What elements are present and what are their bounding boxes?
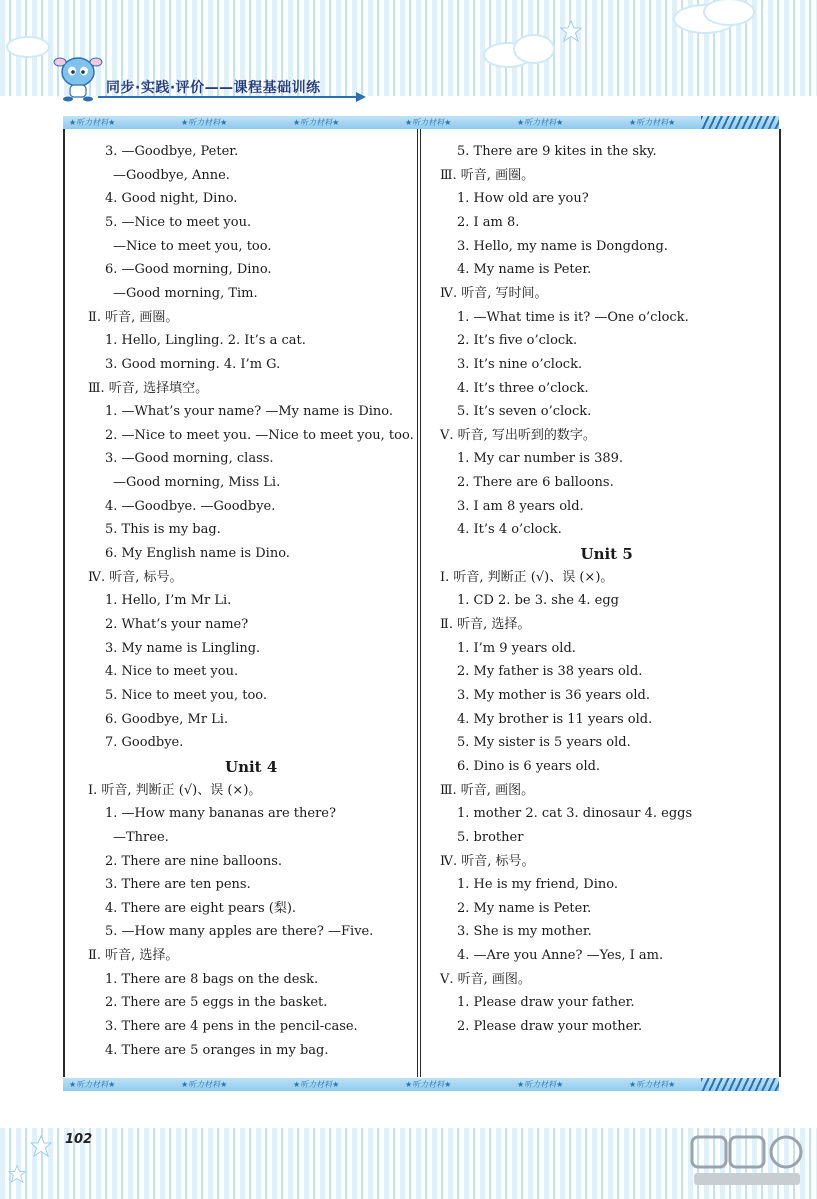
answer-line: 3. —Goodbye, Peter.	[105, 144, 239, 159]
section-heading: Ⅴ. 听音, 写出听到的数字。	[440, 427, 596, 443]
section-heading: Ⅲ. 听音, 画圈。	[440, 167, 535, 183]
bottom-decorative-band	[63, 1078, 779, 1091]
answer-line: 1. Please draw your father.	[457, 995, 635, 1011]
section-heading: Ⅰ. 听音, 判断正 (√)、误 (×)。	[88, 782, 262, 798]
answer-line: 6. —Good morning, Dino.	[105, 262, 272, 278]
answer-line: 4. —Are you Anne? —Yes, I am.	[457, 948, 664, 964]
band-label: ★听力材料★	[405, 118, 452, 127]
answer-line: 4. It’s 4 o’clock.	[457, 522, 562, 538]
watermark-logo-icon	[688, 1133, 806, 1189]
answer-line: 1. He is my friend, Dino.	[457, 877, 618, 893]
section-heading: Ⅱ. 听音, 选择。	[440, 617, 531, 632]
answer-line: 4. There are 5 oranges in my bag.	[105, 1042, 329, 1058]
star-icon	[8, 1165, 26, 1183]
band-label: ★听力材料★	[405, 1080, 452, 1089]
answer-line: 6. My English name is Dino.	[105, 546, 290, 562]
section-heading: Ⅴ. 听音, 画图。	[440, 971, 531, 987]
band-label: ★听力材料★	[517, 118, 564, 127]
answer-line: 2. My father is 38 years old.	[457, 664, 643, 680]
answer-line: 5. There are 9 kites in the sky.	[457, 144, 657, 159]
band-label: ★听力材料★	[69, 118, 116, 127]
answer-line: 3. There are 4 pens in the pencil-case.	[105, 1019, 358, 1035]
answer-line: 2. There are nine balloons.	[105, 853, 283, 869]
section-heading: Ⅲ. 听音, 选择填空。	[88, 380, 209, 396]
band-label: ★听力材料★	[181, 1080, 228, 1089]
band-label: ★听力材料★	[293, 1080, 340, 1089]
section-heading: Ⅳ. 听音, 写时间。	[440, 285, 548, 301]
answer-line: 2. Please draw your mother.	[457, 1019, 643, 1035]
answer-line: —Nice to meet you, too.	[113, 238, 272, 254]
answer-line: 3. Good morning. 4. I’m G.	[105, 356, 281, 372]
answer-line: 2. It’s five o’clock.	[457, 333, 578, 349]
answer-line: 1. My car number is 389.	[457, 451, 624, 467]
answer-line: 6. Dino is 6 years old.	[457, 758, 601, 774]
answer-line: 7. Goodbye.	[105, 735, 184, 751]
answer-line: 4. Good night, Dino.	[105, 191, 238, 207]
answer-line: 3. My name is Lingling.	[105, 640, 261, 656]
cloud-icon	[8, 38, 48, 56]
answer-line: 3. I am 8 years old.	[457, 498, 584, 514]
answer-line: 1. There are 8 bags on the desk.	[105, 971, 319, 987]
answer-line: 1. mother 2. cat 3. dinosaur 4. eggs	[457, 806, 693, 822]
answer-line: 3. My mother is 36 years old.	[457, 687, 650, 703]
answer-line: —Three.	[113, 829, 169, 845]
answer-line: 2. I am 8.	[457, 214, 520, 230]
answer-line: 4. There are eight pears (梨).	[105, 900, 297, 916]
section-heading: Ⅰ. 听音, 判断正 (√)、误 (×)。	[440, 569, 614, 585]
band-label: ★听力材料★	[293, 118, 340, 127]
answer-line: 3. —Good morning, class.	[105, 451, 274, 467]
book-series-title: 同步·实践·评价——课程基础训练	[106, 80, 321, 96]
section-heading: Ⅳ. 听音, 标号。	[440, 853, 535, 869]
arrow-icon	[356, 92, 366, 102]
answer-line: 1. How old are you?	[457, 191, 589, 207]
section-heading: Ⅲ. 听音, 画图。	[440, 782, 535, 798]
answer-line: 5. —Nice to meet you.	[105, 214, 252, 230]
answer-line: 5. brother	[457, 829, 524, 845]
column-divider	[417, 129, 421, 1077]
section-heading: Ⅱ. 听音, 画圈。	[88, 309, 179, 325]
top-decorative-band	[63, 116, 779, 129]
answer-line: 3. It’s nine o’clock.	[457, 356, 583, 372]
answer-line: 4. My name is Peter.	[457, 262, 592, 278]
section-heading: Ⅳ. 听音, 标号。	[88, 569, 183, 585]
answer-line: 1. —What’s your name? —My name is Dino.	[105, 404, 394, 420]
answer-line: 6. Goodbye, Mr Li.	[105, 711, 229, 727]
star-icon	[30, 1135, 52, 1157]
answer-line: 4. It’s three o’clock.	[457, 380, 589, 396]
star-icon	[560, 20, 582, 42]
band-label: ★听力材料★	[517, 1080, 564, 1089]
cloud-icon	[705, 0, 753, 24]
answer-line: 3. Hello, my name is Dongdong.	[457, 238, 668, 254]
answer-line: 2. —Nice to meet you. —Nice to meet you, too.	[105, 427, 414, 443]
answer-line: 2. There are 5 eggs in the basket.	[105, 995, 328, 1011]
answer-line: 4. Nice to meet you.	[105, 664, 239, 680]
band-label: ★听力材料★	[69, 1080, 116, 1089]
answer-line: 1. I’m 9 years old.	[457, 640, 576, 656]
unit-heading: Unit 4	[225, 757, 278, 776]
cloud-icon	[515, 36, 553, 62]
answer-line: 5. It’s seven o’clock.	[457, 404, 592, 420]
band-hatch	[701, 1078, 779, 1091]
answer-line: —Good morning, Tim.	[113, 285, 258, 301]
answer-line: 1. —How many bananas are there?	[105, 806, 336, 822]
mascot-icon	[52, 52, 104, 102]
answer-line: —Good morning, Miss Li.	[113, 475, 281, 491]
answer-line: 1. CD 2. be 3. she 4. egg	[457, 593, 619, 609]
answer-line: 4. —Goodbye. —Goodbye.	[105, 498, 276, 514]
answer-line: 3. There are ten pens.	[105, 877, 251, 893]
answer-line: 5. —How many apples are there? —Five.	[105, 924, 374, 940]
band-hatch	[701, 116, 779, 129]
answer-line: 5. Nice to meet you, too.	[105, 687, 268, 703]
band-label: ★听力材料★	[181, 118, 228, 127]
section-heading: Ⅱ. 听音, 选择。	[88, 948, 179, 964]
unit-heading: Unit 5	[580, 545, 633, 564]
band-label: ★听力材料★	[629, 118, 676, 127]
answer-line: —Goodbye, Anne.	[113, 167, 230, 183]
answer-line: 1. Hello, I’m Mr Li.	[105, 593, 232, 609]
answer-line: 4. My brother is 11 years old.	[457, 711, 653, 727]
answer-line: 2. What’s your name?	[105, 617, 249, 632]
answer-line: 5. My sister is 5 years old.	[457, 735, 631, 751]
answer-line: 3. She is my mother.	[457, 924, 592, 940]
band-label: ★听力材料★	[629, 1080, 676, 1089]
header-underline	[98, 96, 360, 98]
answer-line: 1. Hello, Lingling. 2. It’s a cat.	[105, 333, 306, 349]
answer-line: 5. This is my bag.	[105, 522, 221, 538]
answer-line: 1. —What time is it? —One o’clock.	[457, 309, 689, 325]
page-number: 102	[65, 1132, 93, 1147]
answer-line: 2. There are 6 balloons.	[457, 475, 614, 491]
answer-line: 2. My name is Peter.	[457, 900, 592, 916]
